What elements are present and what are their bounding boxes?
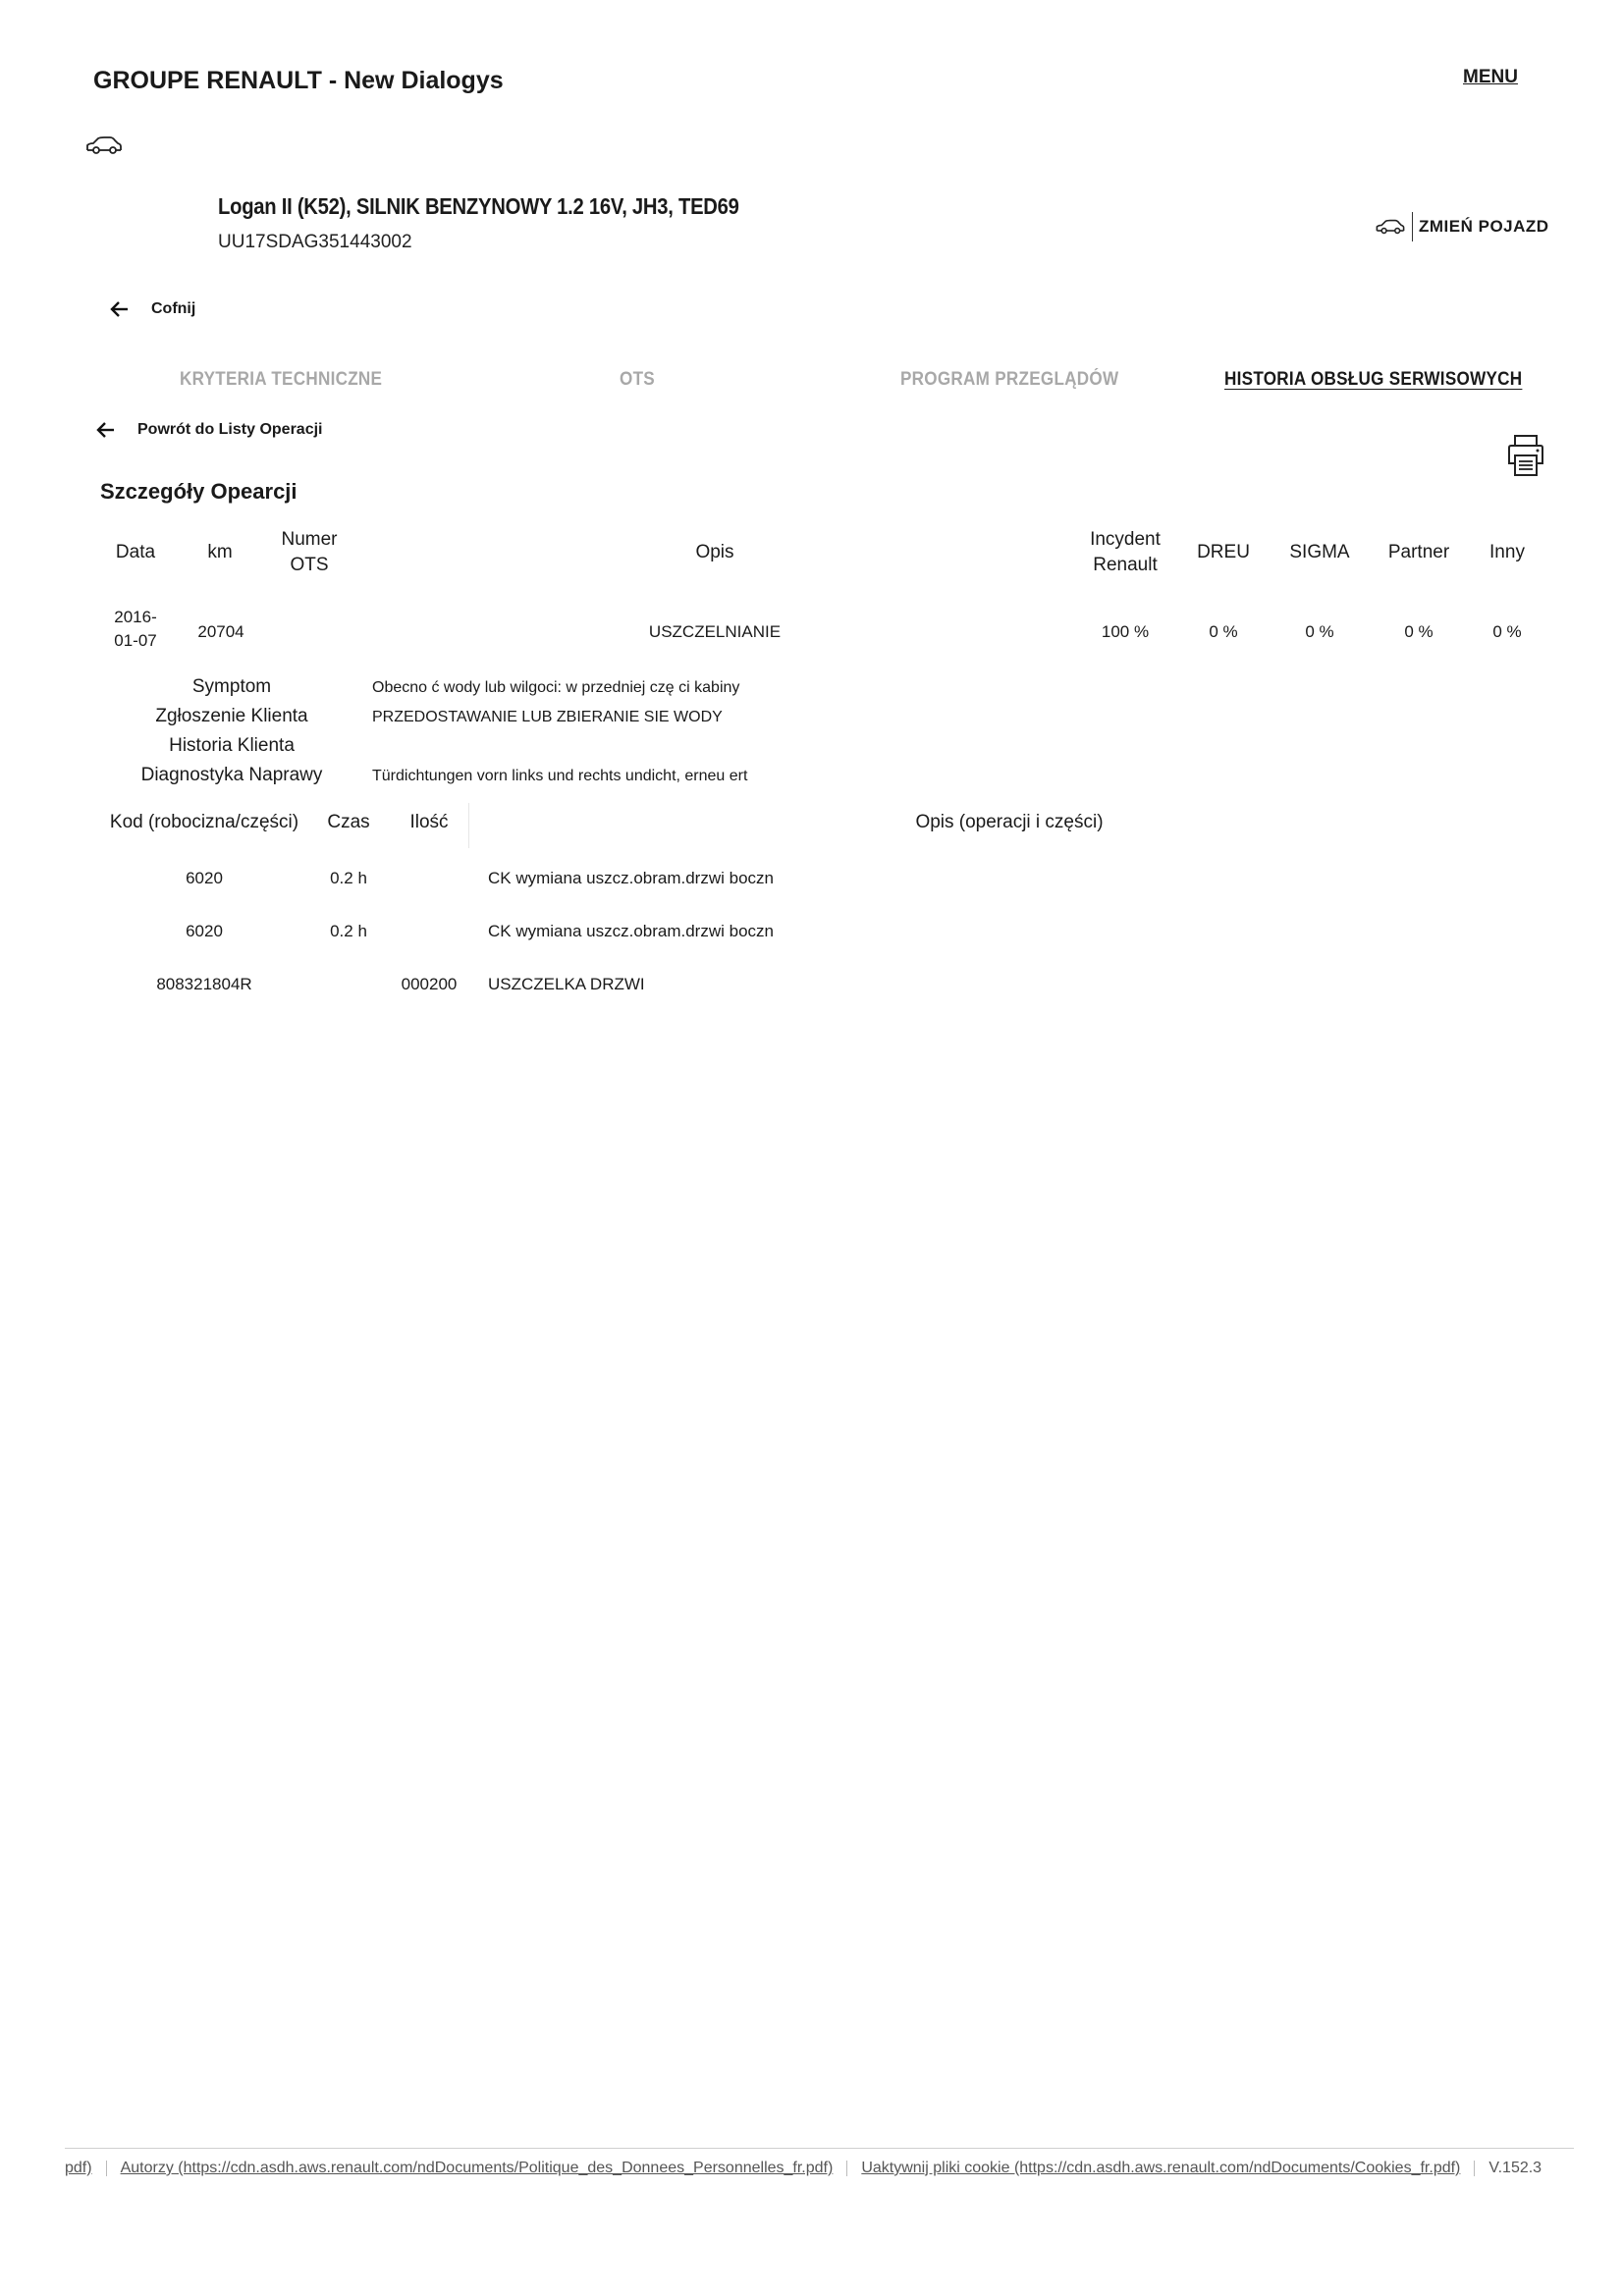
header-time: Czas	[327, 812, 370, 832]
parts-row-description: CK wymiana uszcz.obram.drzwi boczn	[488, 869, 774, 887]
row-date-line1: 2016-	[114, 608, 157, 626]
back-to-list-button[interactable]	[96, 421, 322, 439]
parts-row-quantity: 000200	[401, 975, 458, 993]
parts-row-code: 6020	[186, 869, 223, 887]
header-description: Opis	[695, 542, 734, 562]
vehicle-vin: UU17SDAG351443002	[218, 232, 412, 252]
header-other: Inny	[1489, 542, 1525, 562]
arrow-left-icon	[96, 421, 116, 439]
customer-report-label: Zgłoszenie Klienta	[155, 706, 308, 726]
symptom-value: Obecno ć wody lub wilgoci: w przedniej czę ci kabiny	[372, 679, 740, 696]
divider	[106, 2161, 107, 2176]
symptom-label: Symptom	[191, 676, 272, 697]
parts-row-time: 0.2 h	[330, 869, 367, 887]
divider	[1412, 212, 1413, 241]
car-icon	[1375, 217, 1406, 237]
tab-bar	[93, 369, 1546, 400]
arrow-left-icon	[110, 300, 130, 318]
footer-divider	[65, 2148, 1574, 2149]
header-renault-incident-line1: Incydent	[1090, 529, 1161, 550]
tab-technical-criteria[interactable]: KRYTERIA TECHNICZNE	[180, 369, 383, 390]
parts-row-description: CK wymiana uszcz.obram.drzwi boczn	[488, 922, 774, 940]
vehicle-name: Logan II (K52), SILNIK BENZYNOWY 1.2 16V, JH3, TED69	[218, 193, 739, 219]
header-renault-incident-line2: Renault	[1093, 555, 1158, 575]
parts-row-time: 0.2 h	[330, 922, 367, 940]
repair-diagnosis-label: Diagnostyka Naprawy	[140, 765, 323, 785]
header-quantity: Ilość	[409, 812, 449, 832]
customer-history-label: Historia Klienta	[169, 735, 295, 756]
change-vehicle-button[interactable]	[1375, 212, 1549, 241]
section-title: Szczegóły Opearcji	[100, 479, 298, 504]
customer-report-value: PRZEDOSTAWANIE LUB ZBIERANIE SIE WODY	[372, 709, 723, 725]
header-sigma: SIGMA	[1289, 542, 1350, 562]
change-vehicle-label: ZMIEŃ POJAZD	[1419, 217, 1549, 236]
row-dreu: 0 %	[1209, 622, 1238, 641]
row-partner: 0 %	[1404, 622, 1434, 641]
menu-button[interactable]: MENU	[1463, 67, 1518, 87]
header-partner: Partner	[1387, 542, 1450, 562]
print-icon[interactable]	[1506, 434, 1545, 477]
tab-service-history[interactable]: HISTORIA OBSŁUG SERWISOWYCH	[1224, 369, 1523, 390]
version-label: V.152.3	[1488, 2160, 1542, 2176]
parts-row-code: 6020	[186, 922, 223, 940]
row-sigma: 0 %	[1305, 622, 1334, 641]
header-ots-number-line1: Numer	[281, 529, 338, 550]
app-title: GROUPE RENAULT - New Dialogys	[93, 67, 504, 94]
row-km: 20704	[197, 622, 244, 641]
header-code: Kod (robocizna/części)	[109, 812, 299, 832]
table-row	[106, 606, 165, 653]
row-other: 0 %	[1492, 622, 1522, 641]
footer-link-authors[interactable]: Autorzy (https://cdn.asdh.aws.renault.com/ndDocuments/Politique_des_Donnees_Personnelles_fr.pdf)	[120, 2160, 834, 2176]
header-km: km	[207, 542, 233, 562]
divider	[846, 2161, 847, 2176]
repair-diagnosis-value: Türdichtungen vorn links und rechts undicht, erneu ert	[372, 768, 748, 784]
header-ots-number-line2: OTS	[290, 555, 329, 575]
car-icon	[84, 133, 124, 157]
header-ots-number	[265, 527, 353, 578]
row-renault-incident: 100 %	[1101, 622, 1150, 641]
footer	[65, 2160, 1567, 2183]
row-description: USZCZELNIANIE	[648, 622, 782, 641]
back-to-list-label: Powrót do Listy Operacji	[137, 421, 323, 438]
parts-row-code: 808321804R	[156, 975, 252, 993]
tab-ots[interactable]: OTS	[620, 369, 655, 390]
header-date: Data	[115, 542, 156, 562]
back-button[interactable]	[110, 300, 195, 318]
parts-row-description: USZCZELKA DRZWI	[488, 975, 645, 993]
divider	[468, 803, 469, 848]
row-date-line2: 01-07	[114, 631, 157, 650]
header-renault-incident	[1076, 527, 1174, 578]
tab-maintenance-program[interactable]: PROGRAM PRZEGLĄDÓW	[900, 369, 1119, 390]
divider	[1474, 2161, 1475, 2176]
footer-link-partial[interactable]: pdf)	[65, 2160, 92, 2176]
back-label: Cofnij	[151, 300, 196, 317]
footer-link-cookies[interactable]: Uaktywnij pliki cookie (https://cdn.asdh.aws.renault.com/ndDocuments/Cookies_fr.pdf)	[861, 2160, 1461, 2176]
header-dreu: DREU	[1197, 542, 1250, 562]
header-operation-description: Opis (operacji i części)	[915, 812, 1104, 832]
